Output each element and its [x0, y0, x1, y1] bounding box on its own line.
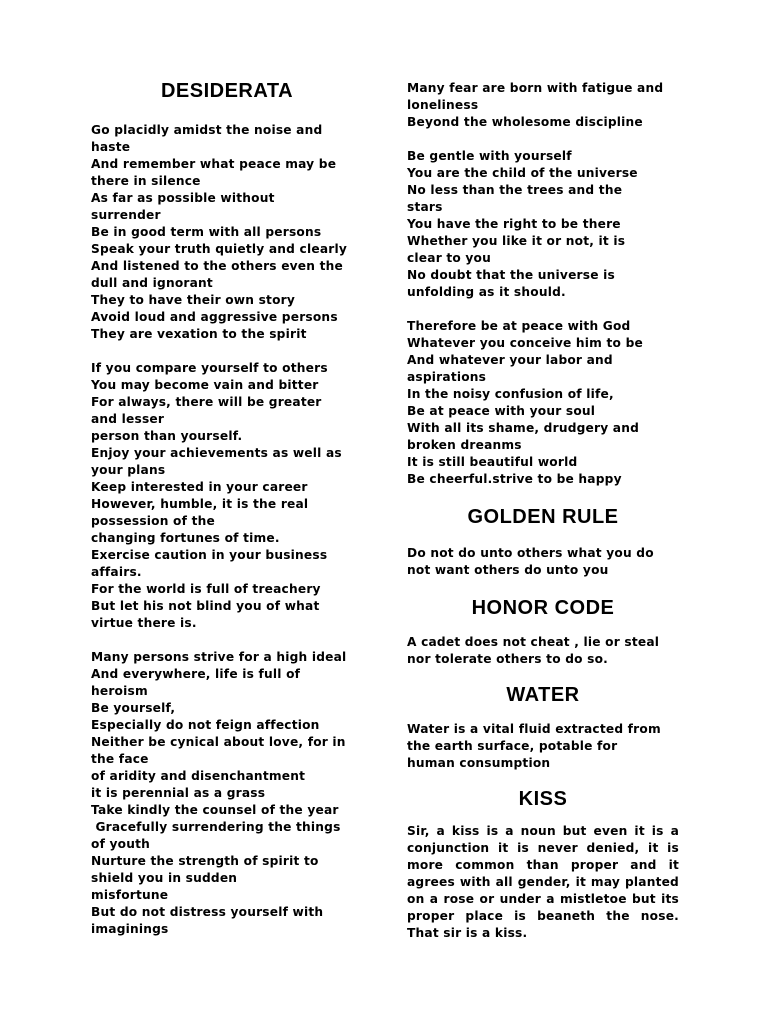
text-line: possession of the — [91, 514, 215, 528]
text-line: As far as possible without — [91, 191, 275, 205]
text-line: Be in good term with all persons — [91, 225, 322, 239]
water-text — [407, 721, 679, 772]
text-line: clear to you — [407, 251, 491, 265]
text-line: Be gentle with yourself — [407, 149, 572, 163]
text-line: Keep interested in your career — [91, 480, 308, 494]
text-line: No doubt that the universe is — [407, 268, 615, 282]
text-line: of aridity and disenchantment — [91, 769, 306, 783]
left-column — [91, 80, 363, 938]
kiss-text: Sir, a kiss is a noun but even it is a conjunction it is never denied, it is more common than proper and it agrees with all gender, it may planted on a rose or under a mistletoe but its proper place is beaneth the nose. That sir is a kiss. — [407, 824, 679, 940]
text-line: broken dreanms — [407, 438, 522, 452]
text-line: Be at peace with your soul — [407, 404, 596, 418]
text-line: dull and ignorant — [91, 276, 213, 290]
text-line: Nurture the strength of spirit to — [91, 854, 319, 868]
text-line: Exercise caution in your business — [91, 548, 328, 562]
text-line: Many persons strive for a high ideal — [91, 650, 347, 664]
text-line: And whatever your labor and — [407, 353, 613, 367]
golden-rule-text — [407, 545, 679, 579]
text-line: If you compare yourself to others — [91, 361, 328, 375]
text-line: For the world is full of treachery — [91, 582, 321, 596]
text-line: Be cheerful.strive to be happy — [407, 472, 622, 486]
text-line: aspirations — [407, 370, 487, 384]
text-line: Beyond the wholesome discipline — [407, 115, 643, 129]
desiderata-title: DESIDERATA — [160, 80, 294, 102]
text-line: You have the right to be there — [407, 217, 621, 231]
text-line: Especially do not feign affection — [91, 718, 320, 732]
text-line: Speak your truth quietly and clearly — [91, 242, 347, 256]
text-line: And remember what peace may be — [91, 157, 337, 171]
text-line: They are vexation to the spirit — [91, 327, 307, 341]
desiderata-stanza-3 — [91, 649, 363, 938]
text-line: It is still beautiful world — [407, 455, 578, 469]
honor-code-title: HONOR CODE — [471, 597, 615, 619]
desiderata-stanza-1 — [91, 122, 363, 343]
text-line: Take kindly the counsel of the year — [91, 803, 339, 817]
text-line: loneliness — [407, 98, 479, 112]
text-line: stars — [407, 200, 443, 214]
text-line: changing fortunes of time. — [91, 531, 280, 545]
text-line: Go placidly amidst the noise and — [91, 123, 323, 137]
text-line: Whatever you conceive him to be — [407, 336, 643, 350]
text-line: But do not distress yourself with — [91, 905, 324, 919]
desiderata-stanza-6 — [407, 318, 679, 488]
right-column — [407, 80, 679, 942]
text-line: Be yourself, — [91, 701, 176, 715]
text-line: Water is a vital fluid extracted from — [407, 722, 661, 736]
text-line: In the noisy confusion of life, — [407, 387, 614, 401]
text-line: And everywhere, life is full of — [91, 667, 301, 681]
text-line: not want others do unto you — [407, 563, 609, 577]
text-line: With all its shame, drudgery and — [407, 421, 640, 435]
text-line: nor tolerate others to do so. — [407, 652, 609, 666]
text-line: person than yourself. — [91, 429, 243, 443]
text-line: and lesser — [91, 412, 165, 426]
text-line: Neither be cynical about love, for in — [91, 735, 346, 749]
text-line: However, humble, it is the real — [91, 497, 309, 511]
desiderata-stanza-5 — [407, 148, 679, 301]
text-line: affairs. — [91, 565, 142, 579]
text-line: virtue there is. — [91, 616, 197, 630]
text-line: Whether you like it or not, it is — [407, 234, 626, 248]
text-line: it is perennial as a grass — [91, 786, 266, 800]
text-line: of youth — [91, 837, 151, 851]
text-line: unfolding as it should. — [407, 285, 566, 299]
text-line: the face — [91, 752, 149, 766]
text-line: Do not do unto others what you do — [407, 546, 654, 560]
text-line: misfortune — [91, 888, 169, 902]
text-line: there in silence — [91, 174, 201, 188]
text-line: You may become vain and bitter — [91, 378, 319, 392]
text-line: surrender — [91, 208, 161, 222]
text-line: haste — [91, 140, 131, 154]
text-line: They to have their own story — [91, 293, 295, 307]
text-line: heroism — [91, 684, 148, 698]
text-line: You are the child of the universe — [407, 166, 638, 180]
text-line: Many fear are born with fatigue and — [407, 81, 664, 95]
text-line: the earth surface, potable for — [407, 739, 618, 753]
text-line: And listened to the others even the — [91, 259, 343, 273]
text-line: But let his not blind you of what — [91, 599, 320, 613]
text-line: shield you in sudden — [91, 871, 238, 885]
text-line: your plans — [91, 463, 166, 477]
text-line: imaginings — [91, 922, 169, 936]
honor-code-text — [407, 634, 679, 668]
text-line: human consumption — [407, 756, 551, 770]
kiss-title: KISS — [518, 788, 568, 810]
golden-rule-title: GOLDEN RULE — [467, 506, 619, 528]
desiderata-stanza-2 — [91, 360, 363, 632]
desiderata-stanza-4 — [407, 80, 679, 131]
text-line: Therefore be at peace with God — [407, 319, 631, 333]
text-line: Enjoy your achievements as well as — [91, 446, 342, 460]
text-line: Gracefully surrendering the things — [91, 820, 341, 834]
text-line: Avoid loud and aggressive persons — [91, 310, 338, 324]
text-line: A cadet does not cheat , lie or steal — [407, 635, 660, 649]
text-line: No less than the trees and the — [407, 183, 623, 197]
text-line: For always, there will be greater — [91, 395, 322, 409]
water-title: WATER — [506, 684, 580, 706]
